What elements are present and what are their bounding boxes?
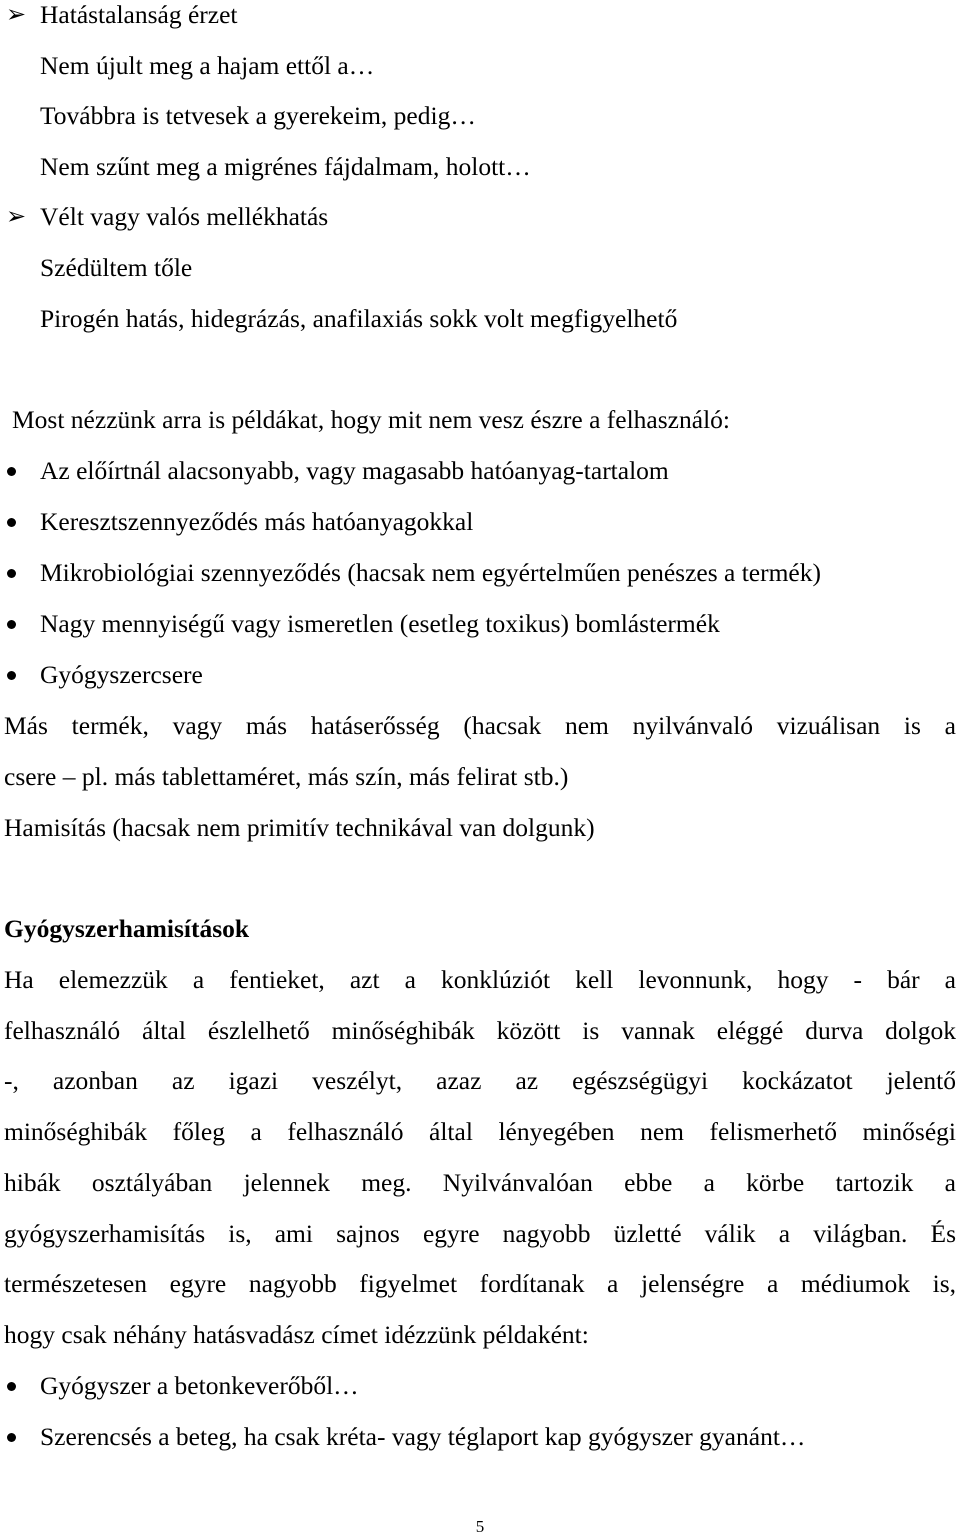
paragraph-line: hibák osztályában jelennek meg. Nyilvánvalóan ebbe a körbe tartozik a: [4, 1168, 956, 1197]
bullet-icon: [7, 1382, 16, 1391]
bullet-icon: [7, 671, 16, 680]
paragraph-line: minőséghibák főleg a felhasználó által lényegében nem felismerhető minőségi: [4, 1117, 956, 1146]
list-item: Nagy mennyiségű vagy ismeretlen (esetleg toxikus) bomlástermék: [40, 609, 720, 638]
paragraph-line: felhasználó által észlelhető minőséghibák között is vannak eléggé durva dolgok: [4, 1016, 956, 1045]
text-line: Nem szűnt meg a migrénes fájdalmam, holott…: [40, 152, 531, 181]
list-item: Vélt vagy valós mellékhatás: [40, 202, 329, 231]
paragraph-line: természetesen egyre nagyobb figyelmet fordítanak a jelenségre a médiumok is,: [4, 1269, 956, 1298]
bullet-icon: [7, 620, 16, 629]
intro-text: Most nézzünk arra is példákat, hogy mit nem vesz észre a felhasználó:: [12, 405, 730, 434]
text-line: csere – pl. más tablettaméret, más szín, más felirat stb.): [4, 762, 569, 791]
text-line: Más termék, vagy más hatáserősség (hacsak nem nyilvánvaló vizuálisan is a: [4, 711, 956, 740]
list-item: Gyógyszer a betonkeverőből…: [40, 1371, 359, 1400]
text-line: Pirogén hatás, hidegrázás, anafilaxiás sokk volt megfigyelhető: [40, 304, 678, 333]
paragraph-line: Ha elemezzük a fentieket, azt a konklúziót kell levonnunk, hogy - bár a: [4, 965, 956, 994]
paragraph-line: hogy csak néhány hatásvadász címet idézzünk példaként:: [4, 1320, 589, 1349]
paragraph-line: gyógyszerhamisítás is, ami sajnos egyre nagyobb üzletté válik a világban. És: [4, 1219, 956, 1248]
text-line: Szédültem tőle: [40, 253, 193, 282]
text-line: Hamisítás (hacsak nem primitív technikával van dolgunk): [4, 813, 595, 842]
list-item: Gyógyszercsere: [40, 660, 203, 689]
bullet-icon: [7, 1433, 16, 1442]
arrow-bullet-icon: ➢: [6, 204, 27, 230]
list-item: Hatástalanság érzet: [40, 0, 238, 29]
section-heading: Gyógyszerhamisítások: [4, 914, 250, 943]
text-line: Továbbra is tetvesek a gyerekeim, pedig…: [40, 101, 476, 130]
paragraph-line: -, azonban az igazi veszélyt, azaz az egészségügyi kockázatot jelentő: [4, 1066, 956, 1095]
bullet-icon: [7, 569, 16, 578]
bullet-icon: [7, 467, 16, 476]
list-item: Mikrobiológiai szennyeződés (hacsak nem egyértelműen penészes a termék): [40, 558, 821, 587]
list-item: Keresztszennyeződés más hatóanyagokkal: [40, 507, 474, 536]
list-item: Szerencsés a beteg, ha csak kréta- vagy téglaport kap gyógyszer gyanánt…: [40, 1422, 806, 1451]
text-line: Nem újult meg a hajam ettől a…: [40, 51, 375, 80]
arrow-bullet-icon: ➢: [6, 2, 27, 28]
list-item: Az előírtnál alacsonyabb, vagy magasabb hatóanyag-tartalom: [40, 456, 669, 485]
bullet-icon: [7, 518, 16, 527]
page-number: 5: [475, 1517, 485, 1536]
